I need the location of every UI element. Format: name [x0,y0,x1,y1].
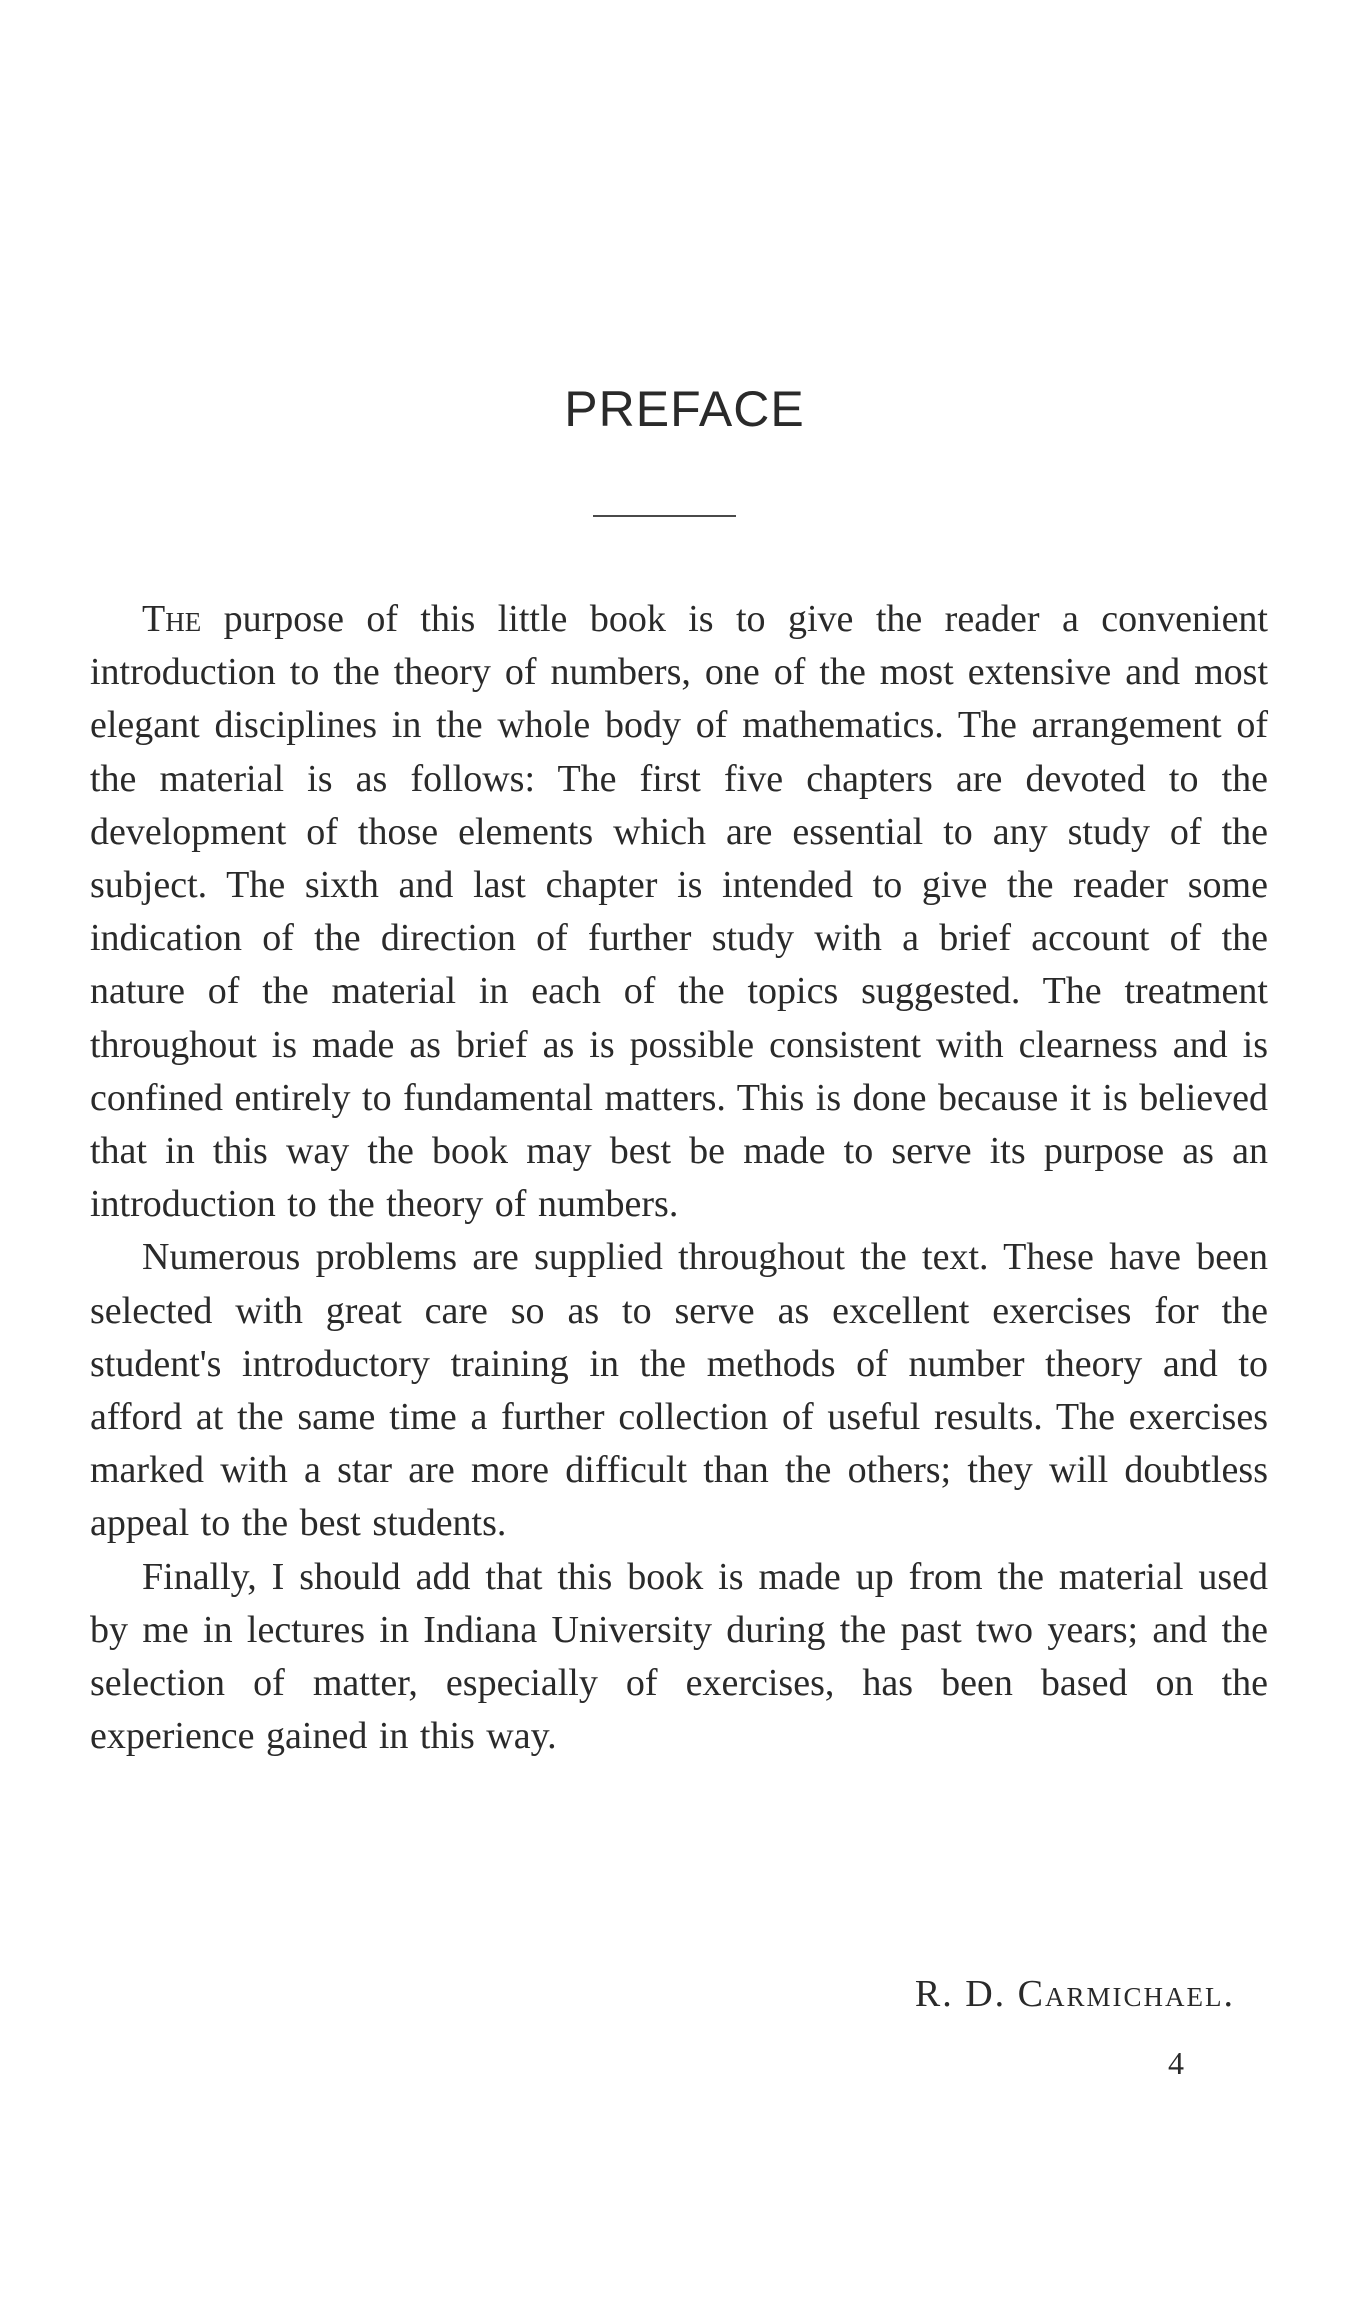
preface-paragraph-3: Finally, I should add that this book is made up from the material used by me in lectures in Indiana University during the past two years; and the selection of matter, especially of exercises, has been based on the experience gained in this way. [90,1555,1268,1758]
page-title: PREFACE [564,381,805,437]
page-number: 4 [1168,2045,1184,2081]
preface-body [90,593,1268,1763]
paragraph-text: purpose of this little book is to give the reader a convenient introduction to the theory of numbers, one of the most extensive and most elegant disciplines in the whole body of mathematics. The arrangement of the material is as follows: The first five chapters are devoted to the development of those elements which are essential to any study of the subject. The sixth and last chapter is intended to give the reader some indication of the direction of further study with a brief account of the nature of the material in each of the topics suggested. The treatment throughout is made as brief as is possible consistent with clearness and is confined entirely to fundamental matters. This is done because it is believed that in this way the book may best be made to serve its purpose as an introduction to the theory of numbers. [90,598,1268,1226]
paragraph-lead-word: The [142,598,202,640]
author-signature [915,1968,1235,2021]
author-initials: R. D. [914,1973,1018,2015]
title-divider [593,515,736,517]
preface-paragraph-2: Numerous problems are supplied throughout the text. These have been selected with great care so as to serve as excellent exercises for the student's introductory training in the methods of number theory and to afford at the same time a further collection of useful results. The exercises marked with a star are more difficult than the others; they will doubtless appeal to the best students. [90,1236,1268,1545]
author-surname: Carmichael. [1017,1973,1235,2015]
preface-paragraph-1 [90,593,1268,1231]
